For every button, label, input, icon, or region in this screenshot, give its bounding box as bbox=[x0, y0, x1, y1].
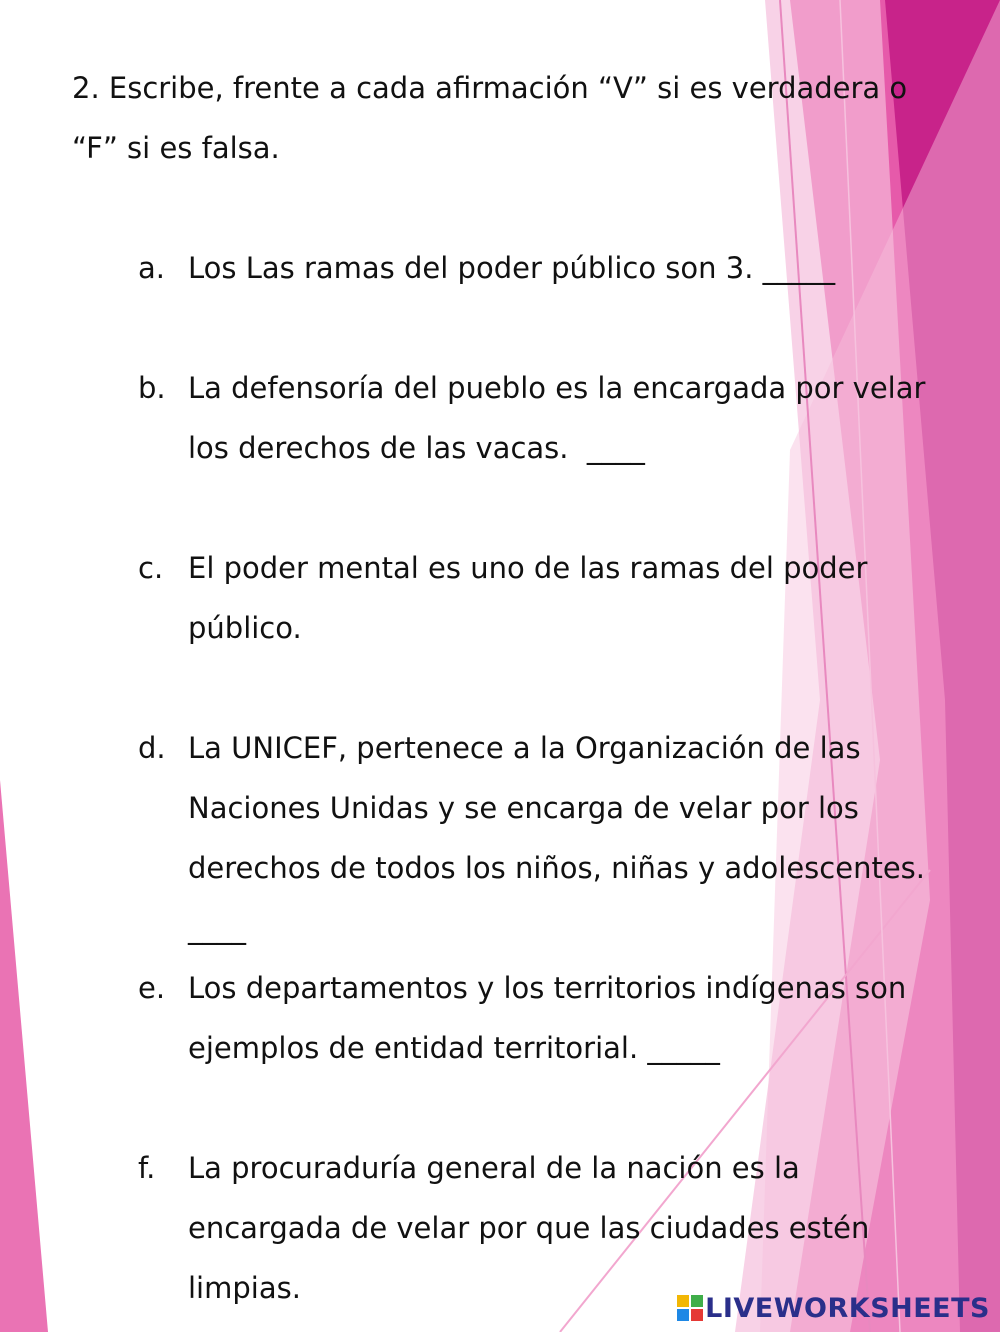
question-text: El poder mental es uno de las ramas del poder público. bbox=[188, 551, 877, 645]
question-text: Los departamentos y los territorios indígenas son ejemplos de entidad territorial. _____ bbox=[188, 971, 916, 1065]
question-text: La procuraduría general de la nación es la encargada de velar por que las ciudades estén limpias. bbox=[188, 1151, 879, 1305]
question-letter: d. bbox=[138, 731, 166, 765]
question-letter: f. bbox=[138, 1151, 156, 1185]
watermark-text: LIVEWORKSHEETS bbox=[705, 1292, 990, 1324]
question-item-a bbox=[0, 238, 1000, 298]
liveworksheets-watermark[interactable] bbox=[677, 1288, 990, 1328]
instruction-text: 2. Escribe, frente a cada afirmación “V” si es verdadera o “F” si es falsa. bbox=[72, 71, 908, 165]
question-letter: a. bbox=[138, 251, 165, 285]
question-item-c bbox=[0, 538, 1000, 658]
question-item-d bbox=[0, 718, 1000, 958]
liveworksheets-logo-icon bbox=[677, 1295, 703, 1321]
question-text: Los Las ramas del poder público son 3. _____ bbox=[188, 251, 836, 285]
question-letter: b. bbox=[138, 371, 166, 405]
question-text: La UNICEF, pertenece a la Organización de las Naciones Unidas y se encarga de velar por los derechos de todos los niños, niñas y adolescentes. ____ bbox=[188, 731, 935, 945]
question-letter: e. bbox=[138, 971, 166, 1005]
question-item-b bbox=[0, 358, 1000, 478]
question-list bbox=[0, 238, 1000, 1318]
question-text: La defensoría del pueblo es la encargada por velar los derechos de las vacas. ____ bbox=[188, 371, 935, 465]
question-item-e bbox=[0, 958, 1000, 1078]
question-letter: c. bbox=[138, 551, 164, 585]
